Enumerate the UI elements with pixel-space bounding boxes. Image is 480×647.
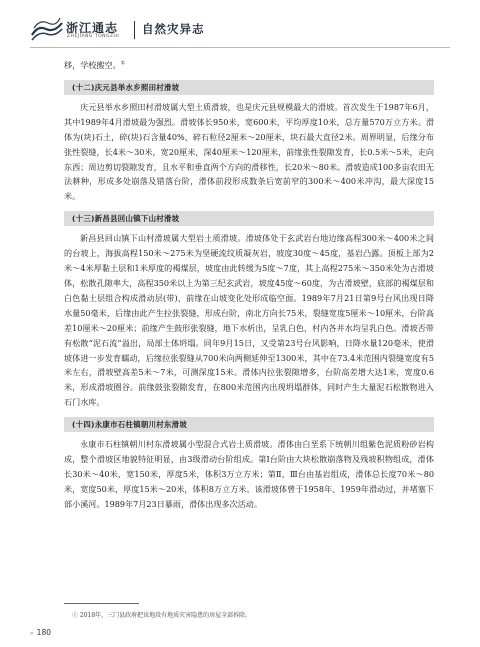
footnote-ref[interactable]: ① — [120, 60, 126, 67]
page-number — [30, 628, 51, 637]
brand-name: 浙江通志 — [66, 21, 119, 35]
section-heading-12: (十二)庆元县举水乡照田村滑坡 — [64, 80, 434, 95]
section-heading-13: (十三)新昌县回山镇下山村滑坡 — [64, 211, 434, 226]
brand-name-english: ZHEJIANG TONGZHI — [67, 34, 120, 39]
page-number-value: 180 — [36, 628, 51, 637]
page-header — [30, 15, 450, 49]
wave-logo-icon — [30, 15, 64, 45]
header-rule — [30, 47, 450, 48]
section-paragraph-14: 永康市石柱镇朝川村东滑坡属小型混合式岩土质滑坡。滑体由白垩系下统朝川组紫色泥质粉砂岩构成，整个滑坡区地貌特征明显，由3级滑动台阶组成。第Ⅰ台阶由大块松散崩落物及残坡积物组成，滑体长30米～40米，宽150米，厚度5米，体积3万立方米；第Ⅱ、Ⅲ台由基岩组成，滑体总长度70米～80米，宽度50米，厚度15米～20米，体积8万立方米。该滑坡体曾于1958年、1959年滑动过，并堵塞下部小溪河。1989年7月23日暴雨，滑体出现多次活动。 — [64, 439, 434, 509]
section-title: 自然灾异志 — [142, 22, 205, 36]
intro-line: 移，学校搬空。① — [64, 60, 126, 70]
section-paragraph-12: 庆元县举水乡照田村滑坡属大型土质滑坡，也是庆元县规模最大的滑坡。首次发生于1987年6月，其中1989年4月滑坡最为强烈。滑坡体长950米，宽600米，平均厚度10米，总方量570万立方米。滑体为(块)石土，碎(块)石含量40%，碎石粒径2厘米～20厘米，块石最大直径2米。周界明显，后缘分布张性裂缝，长4米～30米，宽20厘米，深40厘米～120厘米，前缘张性裂隙发育，长0.5米～5米，走向东西；周边剪切裂隙发育，且水平和垂直两个方向的滑移性，长20米～80米。滑坡造成100多亩农田无法耕种，形成多处崩落及错落台阶，滑体前段形成数条后宽前窄的300米～400米冲沟，最大深度15米。 — [64, 101, 434, 202]
footnote-rule — [64, 603, 139, 604]
footnote: ① 2018年，三门县政府把该地段有地质灾害隐患的房屋全部拆除。 — [72, 612, 252, 619]
page-body — [64, 58, 434, 512]
page-marker-icon: » — [30, 630, 34, 637]
section-heading-14: (十四)永康市石柱镇朝川村东滑坡 — [64, 417, 434, 432]
section-paragraph-13: 新昌县回山镇下山村滑坡属大型岩土质滑坡。滑坡体处于玄武岩台地边缘高程300米～400米之间的台坡上，海拔高程150米～275米为坚硬流纹质凝灰岩，坡度30度～45度，基岩凸露。顶板上部为2米～4米厚黏土层和1米厚度的褐煤层，坡度由此转缓为5度～7度，其上高程275米～350米处为古滑坡体，松散孔隙率大，高程350米以上为第三纪玄武岩，坡度45度～60度，为古滑坡壁，底部的褐煤层和白色黏土层组合构成滑动层(带)，前缘在山坡变化处形成临空面。1989年7月21日第9号台风出现日降水量50毫米，后缘由此产生拉张裂缝，形成台阶，南北方向长75米，裂缝宽度5厘米～10厘米，台阶高差10厘米～20厘米；前缘产生鼓形张裂缝，地下水析出，呈乳白色，村内各井水均呈乳白色。滑坡否带有松散“泥石流”溢出，局部土体坍塌。同年9月15日，又受第23号台风影响，日降水量120毫米，使滑坡体进一步发育蠕动，后缘拉张裂缝从700米向两侧延伸至1300米，其中在73.4米范围内裂缝宽度有5米左右，滑坡壁高差5米～7米，可测深度15米。滑体内拉张裂隙增多，台阶高差增大达1米，宽度0.6米，形成滑坡圈谷。前缘鼓张裂隙发育，在800米范围内出现坍塌群体，同时产生大量泥石松散物进入石门水库。 — [64, 233, 434, 408]
header-divider — [134, 21, 135, 39]
